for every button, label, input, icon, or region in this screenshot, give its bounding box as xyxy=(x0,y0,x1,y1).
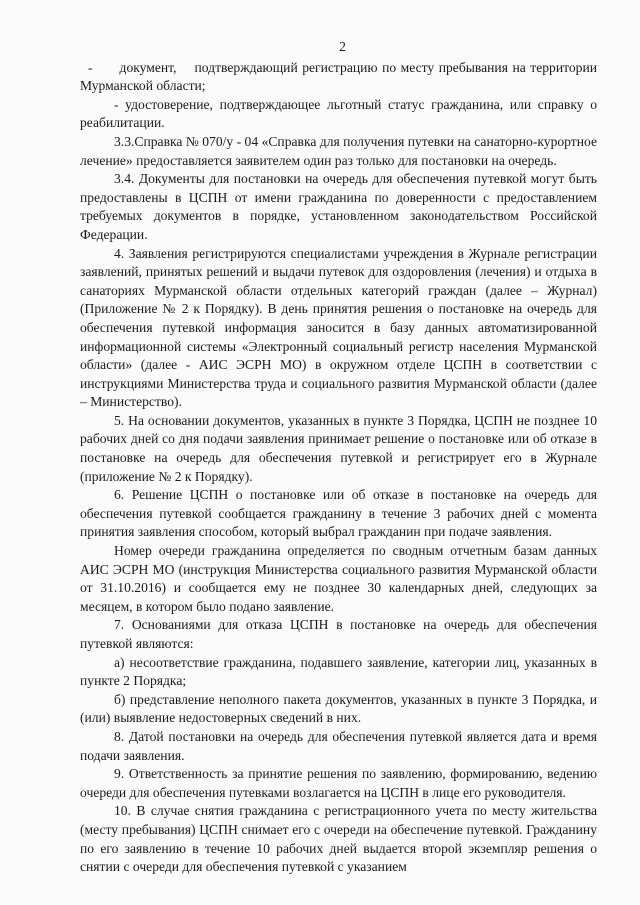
paragraph-7: 7. Основаниями для отказа ЦСПН в постановке на очередь для обеспечения путевкой являются: xyxy=(80,617,597,651)
paragraph-8: 8. Датой постановки на очередь для обеспечения путевкой является дата и время подачи заявления. xyxy=(80,728,597,763)
paragraph-9: 9. Ответственность за принятие решения по заявлению, формированию, ведению очереди для обеспечения путевками возлагается на ЦСПН в лице его руководителя. xyxy=(80,766,597,800)
paragraph-7a: а) несоответствие гражданина, подавшего заявление, категории лиц, указанных в пункте 2 Порядка; xyxy=(80,654,597,689)
paragraph-document-list-item: - документ, подтверждающий регистрацию по месту пребывания на территории Мурманской области; xyxy=(80,59,597,94)
paragraph-7b: б) представление неполного пакета документов, указанных в пункте 3 Порядка, и (или) выявление недостоверных сведений в них. xyxy=(80,691,597,726)
paragraph-3-4: 3.4. Документы для постановки на очередь для обеспечения путевкой могут быть предоставлены в ЦСПН от имени гражданина по доверенности с предоставлением требуемых документов в порядке, установленном законодательством Российской Федерации. xyxy=(80,171,597,242)
paragraph-3-3: 3.3.Справка № 070/у - 04 «Справка для получения путевки на санаторно-курортное лечение» предоставляется заявителем один раз только для постановки на очередь. xyxy=(80,133,597,168)
paragraph-4: 4. Заявления регистрируются специалистами учреждения в Журнале регистрации заявлений, принятых решений и выдачи путевок для оздоровления (лечения) и отдыха в санаториях Мурманской области отдельных категорий граждан (далее – Журнал) (Приложение № 2 к Порядку). В день принятия решения о постановке на очередь для обеспечения путевкой информация заносится в базу данных автоматизированной информационной системы «Электронный социальный регистр населения Мурманской области» (далее - АИС ЭСРН МО) в окружном отделе ЦСПН в соответствии с инструкциями Министерства труда и социального развития Мурманской области (далее – Министерство). xyxy=(80,245,597,410)
paragraph-5: 5. На основании документов, указанных в пункте 3 Порядка, ЦСПН не позднее 10 рабочих дней со дня подачи заявления принимает решение о постановке или об отказе в постановке на очередь для обеспечения путевкой и регистрирует его в Журнале (приложение № 2 к Порядку). xyxy=(80,412,597,484)
page-number: 2 xyxy=(339,39,346,54)
paragraph-6: 6. Решение ЦСПН о постановке или об отказе в постановке на очередь для обеспечения путевкой сообщается гражданину в течение 3 рабочих дней с момента принятия заявления способом, который выбрал гражданин при подаче заявления. xyxy=(80,487,597,540)
paragraph-queue-number: Номер очереди гражданина определяется по сводным отчетным базам данных АИС ЭСРН МО (инструкция Министерства социального развития Мурманской области от 31.10.2016) и сообщается ему не позднее 30 календарных дней, следующих за месяцем, в котором было подано заявление. xyxy=(80,543,597,614)
paragraph-10: 10. В случае снятия гражданина с регистрационного учета по месту жительства (месту пребывания) ЦСПН снимает его с очереди на обеспечение путевкой. Гражданину по его заявлению в течение 10 рабочих дней выдается второй экземпляр решения о снятии с очереди для обеспечения путевкой с указанием xyxy=(80,803,597,875)
paragraph-certificate-list-item: - удостоверение, подтверждающее льготный статус гражданина, или справку о реабилитации. xyxy=(80,96,597,131)
